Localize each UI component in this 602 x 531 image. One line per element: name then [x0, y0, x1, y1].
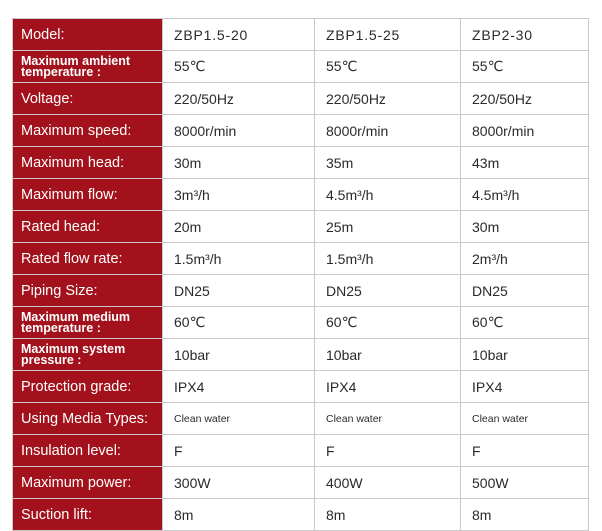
- table-cell: 10bar: [163, 339, 315, 371]
- cell-model-3: ZBP2-30: [461, 19, 589, 51]
- table-cell: 220/50Hz: [461, 83, 589, 115]
- row-max-speed: [13, 115, 589, 147]
- row-insulation-level: [13, 435, 589, 467]
- table-cell: 8000r/min: [315, 115, 461, 147]
- table-cell: 55℃: [163, 51, 315, 83]
- row-label: Insulation level:: [13, 435, 163, 467]
- row-model: [13, 19, 589, 51]
- table-cell: 8m: [163, 499, 315, 531]
- table-cell: DN25: [315, 275, 461, 307]
- table-cell: F: [461, 435, 589, 467]
- table-cell: 30m: [163, 147, 315, 179]
- table-cell: 60℃: [163, 307, 315, 339]
- row-label: Rated flow rate:: [13, 243, 163, 275]
- row-max-head: [13, 147, 589, 179]
- table-cell: 43m: [461, 147, 589, 179]
- row-label: Maximum medium temperature :: [13, 307, 163, 339]
- row-max-power: [13, 467, 589, 499]
- table-cell: DN25: [461, 275, 589, 307]
- table-cell: 25m: [315, 211, 461, 243]
- row-max-flow: [13, 179, 589, 211]
- table-cell: IPX4: [163, 371, 315, 403]
- table-cell: Clean water: [461, 403, 589, 435]
- row-label: Voltage:: [13, 83, 163, 115]
- row-max-ambient-temperature: [13, 51, 589, 83]
- row-label: Maximum power:: [13, 467, 163, 499]
- row-media-types: [13, 403, 589, 435]
- table-cell: 10bar: [461, 339, 589, 371]
- table-cell: 1.5m³/h: [315, 243, 461, 275]
- row-voltage: [13, 83, 589, 115]
- cell-model-2: ZBP1.5-25: [315, 19, 461, 51]
- table-cell: 3m³/h: [163, 179, 315, 211]
- table-cell: 8000r/min: [163, 115, 315, 147]
- row-label: Piping Size:: [13, 275, 163, 307]
- table-cell: 4.5m³/h: [315, 179, 461, 211]
- table-cell: 55℃: [461, 51, 589, 83]
- row-piping-size: [13, 275, 589, 307]
- row-rated-head: [13, 211, 589, 243]
- table-cell: 35m: [315, 147, 461, 179]
- row-protection-grade: [13, 371, 589, 403]
- row-label: Rated head:: [13, 211, 163, 243]
- table-cell: 60℃: [461, 307, 589, 339]
- table-cell: 60℃: [315, 307, 461, 339]
- row-label: Protection grade:: [13, 371, 163, 403]
- row-suction-lift: [13, 499, 589, 531]
- row-rated-flow-rate: [13, 243, 589, 275]
- row-max-system-pressure: [13, 339, 589, 371]
- table-cell: IPX4: [315, 371, 461, 403]
- row-max-medium-temperature: [13, 307, 589, 339]
- table-cell: 55℃: [315, 51, 461, 83]
- row-label: Maximum ambient temperature :: [13, 51, 163, 83]
- table-cell: 10bar: [315, 339, 461, 371]
- table-cell: 30m: [461, 211, 589, 243]
- table-cell: Clean water: [163, 403, 315, 435]
- table-cell: 220/50Hz: [163, 83, 315, 115]
- table-cell: IPX4: [461, 371, 589, 403]
- table-cell: 4.5m³/h: [461, 179, 589, 211]
- table-cell: DN25: [163, 275, 315, 307]
- row-label: Suction lift:: [13, 499, 163, 531]
- table-cell: 300W: [163, 467, 315, 499]
- table-cell: 400W: [315, 467, 461, 499]
- row-label: Using Media Types:: [13, 403, 163, 435]
- table-cell: 220/50Hz: [315, 83, 461, 115]
- table-cell: F: [163, 435, 315, 467]
- table-cell: 20m: [163, 211, 315, 243]
- table-cell: 8m: [461, 499, 589, 531]
- cell-model-1: ZBP1.5-20: [163, 19, 315, 51]
- table-cell: 500W: [461, 467, 589, 499]
- table-cell: 8m: [315, 499, 461, 531]
- table-cell: F: [315, 435, 461, 467]
- row-label: Maximum flow:: [13, 179, 163, 211]
- row-label: Maximum system pressure :: [13, 339, 163, 371]
- spec-table: [12, 18, 589, 531]
- row-label: Maximum speed:: [13, 115, 163, 147]
- table-cell: 8000r/min: [461, 115, 589, 147]
- row-label: Maximum head:: [13, 147, 163, 179]
- table-cell: Clean water: [315, 403, 461, 435]
- row-label: Model:: [13, 19, 163, 51]
- table-cell: 2m³/h: [461, 243, 589, 275]
- table-cell: 1.5m³/h: [163, 243, 315, 275]
